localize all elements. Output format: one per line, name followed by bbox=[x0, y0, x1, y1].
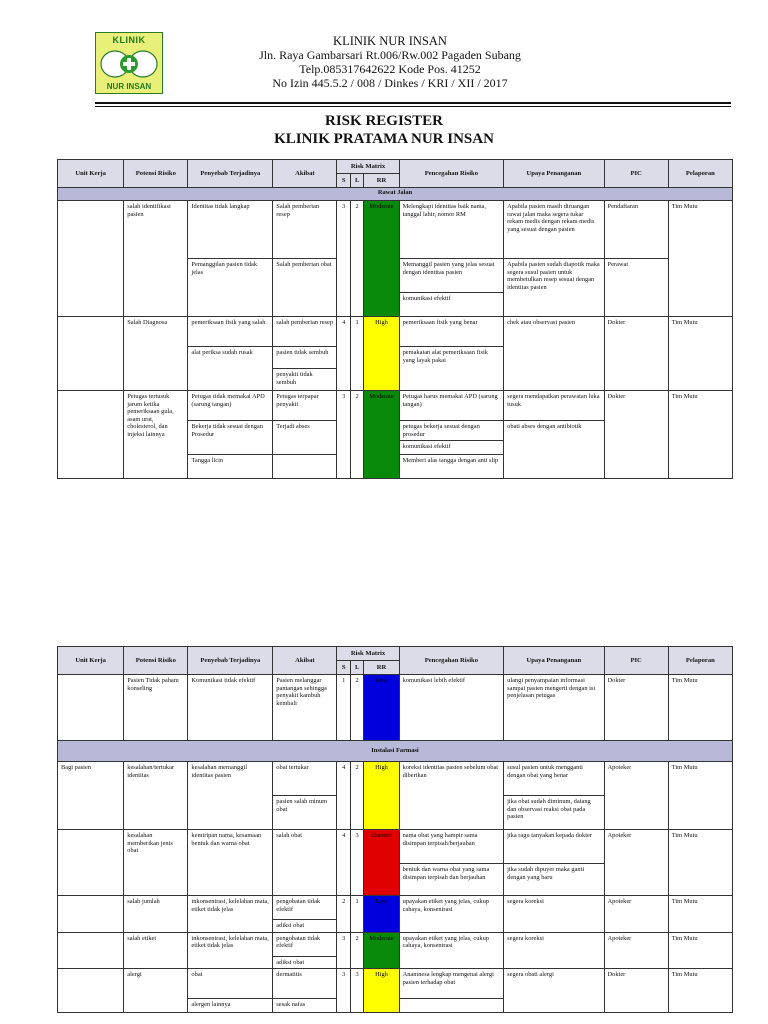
col-pelaporan: Pelaporan bbox=[668, 160, 732, 188]
risk-register-table-1 bbox=[57, 159, 733, 479]
cell-akibat: sesak nafas bbox=[273, 999, 337, 1013]
col-risk-matrix: Risk Matrix bbox=[337, 160, 399, 174]
cell-akibat: pengobatan tidak efektif bbox=[273, 896, 337, 920]
cell-pencegahan: nama obat yang hampir sama disimpan terpisah/berjauhan bbox=[399, 830, 504, 864]
cell-akibat: dermatitis bbox=[273, 969, 337, 999]
cell-s: 4 bbox=[337, 830, 350, 896]
cell-pencegahan: upayakan etiket yang jelas, cukup cahaya, konsentrasi bbox=[399, 896, 504, 933]
cell-pelaporan: Tim Mutu bbox=[668, 896, 732, 933]
cell-s: 3 bbox=[337, 969, 350, 1013]
cell-potensi: Petugas tertusuk jarum ketika pemeriksaan gula, asam urat, cholesterol, dan injeksi lainnya bbox=[124, 391, 188, 479]
col-pencegahan: Pencegahan Risiko bbox=[399, 647, 504, 675]
cell-pic: Perawat bbox=[604, 259, 668, 317]
col-l: L bbox=[350, 661, 363, 675]
cell-akibat: salah pemberian resep bbox=[273, 317, 337, 347]
cell-s: 1 bbox=[337, 675, 350, 741]
cell-akibat: adiksi obat bbox=[273, 920, 337, 933]
cell-akibat: adiksi obat bbox=[273, 956, 337, 969]
col-risk-matrix: Risk Matrix bbox=[337, 647, 399, 661]
cell-upaya: jika obat sudah diminum, datang dan observasi reaksi obat pada pasien bbox=[504, 796, 604, 830]
cell-l: 2 bbox=[350, 201, 363, 317]
clinic-phone: Telp.085317642622 Kode Pos. 41252 bbox=[299, 62, 481, 76]
cell-penyebab: kesalahan memanggil identitas pasien bbox=[188, 762, 273, 830]
cell-unit bbox=[58, 896, 124, 933]
cell-pelaporan: Tim Mutu bbox=[668, 201, 732, 317]
cell-pic: Dokter bbox=[604, 675, 668, 741]
col-penyebab: Penyebab Terjadinya bbox=[188, 160, 273, 188]
cell-rr: Low bbox=[364, 675, 399, 741]
doc-subtitle: KLINIK PRATAMA NUR INSAN bbox=[274, 131, 494, 147]
cell-pencegahan: Melengkapi identitas baik nama, tanggal lahir, nomor RM bbox=[399, 201, 504, 259]
cell-rr: Moderate bbox=[364, 391, 399, 479]
cell-akibat: pasien tidak sembuh bbox=[273, 347, 337, 369]
cell-penyebab: alat periksa sudah rusak bbox=[188, 347, 273, 391]
cell-akibat bbox=[273, 455, 337, 479]
cell-potensi: salah etiket bbox=[124, 932, 188, 969]
cell-penyebab: inkonsentrasi, kelelahan mata, etiket tidak jelas bbox=[188, 896, 273, 933]
cell-l: 3 bbox=[350, 969, 363, 1013]
col-potensi: Potensi Risiko bbox=[124, 647, 188, 675]
cell-akibat: Petugas terpapar penyakit bbox=[273, 391, 337, 421]
cell-pencegahan bbox=[399, 999, 504, 1013]
cell-s: 3 bbox=[337, 201, 350, 317]
cell-pelaporan: Tim Mutu bbox=[668, 932, 732, 969]
col-upaya: Upaya Penanganan bbox=[504, 160, 604, 188]
logo-text-bottom: NUR INSAN bbox=[106, 82, 152, 91]
cell-pencegahan: Petugas harus memakai APD (sarung tangan) bbox=[399, 391, 504, 421]
cell-unit bbox=[58, 201, 124, 317]
cell-unit bbox=[58, 830, 124, 896]
cell-pencegahan: pemakaian alat pemeriksaan fisik yang layak pakai bbox=[399, 347, 504, 391]
cell-upaya: segera mendapatkan perawatan luka tusuk bbox=[504, 391, 604, 421]
col-akibat: Akibat bbox=[273, 160, 337, 188]
header-divider-thick bbox=[95, 102, 731, 104]
cell-rr: High bbox=[364, 969, 399, 1013]
cell-upaya: chek atau observasi pasien bbox=[504, 317, 604, 391]
cell-pencegahan: komunikasi efektif bbox=[399, 293, 504, 317]
cell-upaya: jika ragu tanyakan kepada dokter bbox=[504, 830, 604, 864]
cell-akibat: Pasien melanggar pantangan sehingga penyakit kambuh kembali bbox=[273, 675, 337, 741]
col-l: L bbox=[350, 174, 363, 188]
cell-pencegahan: petugas bekerja sesuai dengan prosedur bbox=[399, 421, 504, 441]
cell-l: 1 bbox=[350, 317, 363, 391]
cell-l: 2 bbox=[350, 675, 363, 741]
col-potensi: Potensi Risiko bbox=[124, 160, 188, 188]
cell-potensi: kesalahan memberikan jenis obat bbox=[124, 830, 188, 896]
cell-akibat: Salah pemberian resep bbox=[273, 201, 337, 259]
cell-penyebab: Identitas tidak langkap bbox=[188, 201, 273, 259]
cell-pencegahan: Memberi alas tangga dengan anti slip bbox=[399, 455, 504, 479]
cell-upaya: segera koreksi bbox=[504, 932, 604, 969]
cell-l: 2 bbox=[350, 391, 363, 479]
cell-s: 2 bbox=[337, 896, 350, 933]
cell-potensi: alergi bbox=[124, 969, 188, 1013]
cell-unit bbox=[58, 317, 124, 391]
cell-pencegahan: bentuk dan warna obat yang sama disimpan terpisah dan berjauhan bbox=[399, 864, 504, 896]
cell-rr: High bbox=[364, 762, 399, 830]
cell-akibat: pengobatan tidak efektif bbox=[273, 932, 337, 956]
col-unit-kerja: Unit Kerja bbox=[58, 647, 124, 675]
cell-l: 2 bbox=[350, 932, 363, 969]
cell-pelaporan: Tim Mutu bbox=[668, 762, 732, 830]
col-s: S bbox=[337, 661, 350, 675]
cell-upaya: segera obati alergi bbox=[504, 969, 604, 1013]
cell-rr: Moderate bbox=[364, 201, 399, 317]
cell-akibat: salah obat bbox=[273, 830, 337, 896]
cell-l: 1 bbox=[350, 896, 363, 933]
cell-akibat: obat tertukar bbox=[273, 762, 337, 796]
cell-penyebab: Tangga licin bbox=[188, 455, 273, 479]
cell-penyebab: obat bbox=[188, 969, 273, 999]
col-unit-kerja: Unit Kerja bbox=[58, 160, 124, 188]
cell-potensi: Salah Diagnosa bbox=[124, 317, 188, 391]
cell-pic: Dokter bbox=[604, 317, 668, 391]
cell-pic: Dokter bbox=[604, 391, 668, 479]
cell-unit bbox=[58, 675, 124, 741]
cell-penyebab: pemeriksaan fisik yang salah bbox=[188, 317, 273, 347]
cell-pelaporan: Tim Mutu bbox=[668, 317, 732, 391]
doc-title: RISK REGISTER bbox=[325, 113, 443, 129]
cell-pencegahan: Anamnesa lengkap mengenai alergi pasien terhadap obat bbox=[399, 969, 504, 999]
cell-pelaporan: Tim Mutu bbox=[668, 391, 732, 479]
cell-upaya: susul pasien untuk mengganti dengan obat yang benar bbox=[504, 762, 604, 796]
cell-pic: Dokter bbox=[604, 969, 668, 1013]
clinic-license: No Izin 445.5.2 / 008 / Dinkes / KRI / XII / 2017 bbox=[272, 76, 508, 90]
cell-rr: Ekstrem bbox=[364, 830, 399, 896]
cell-pic: Apoteker bbox=[604, 896, 668, 933]
col-rr: RR bbox=[364, 174, 399, 188]
cell-penyebab: Bekerja tidak sesuai dengan Prosedur bbox=[188, 421, 273, 455]
col-pic: PIC bbox=[604, 647, 668, 675]
cell-upaya: jika sudah dipuyer maka ganti dengan yang baru bbox=[504, 864, 604, 896]
cell-rr: Low bbox=[364, 896, 399, 933]
logo-text-top: KLINIK bbox=[112, 35, 146, 45]
col-pic: PIC bbox=[604, 160, 668, 188]
cell-penyebab: Pemanggilan pasien tidak jelas bbox=[188, 259, 273, 317]
col-penyebab: Penyebab Terjadinya bbox=[188, 647, 273, 675]
cell-potensi: Pasien Tidak paham konseling bbox=[124, 675, 188, 741]
cell-pelaporan: Tim Mutu bbox=[668, 830, 732, 896]
cell-pic: Apoteker bbox=[604, 762, 668, 830]
cell-penyebab: alergen lainnya bbox=[188, 999, 273, 1013]
cell-pencegahan: koreksi identitas pasien sebelum obat diberikan bbox=[399, 762, 504, 830]
cell-l: 3 bbox=[350, 830, 363, 896]
cell-unit: Bagi pasien bbox=[58, 762, 124, 830]
cell-akibat: pasien salah minum obat bbox=[273, 796, 337, 830]
cell-akibat: penyakit tidak sembuh bbox=[273, 369, 337, 391]
cell-pencegahan: pemeriksaan fisik yang benar bbox=[399, 317, 504, 347]
cell-penyebab: kemiripan nama, kesamaan bentuk dan warna obat bbox=[188, 830, 273, 896]
cell-pelaporan: Tim Mutu bbox=[668, 675, 732, 741]
col-akibat: Akibat bbox=[273, 647, 337, 675]
cell-unit bbox=[58, 391, 124, 479]
cell-s: 4 bbox=[337, 317, 350, 391]
cell-pencegahan: komunikasi lebih efektif bbox=[399, 675, 504, 741]
cell-l: 2 bbox=[350, 762, 363, 830]
cell-upaya: segera koreksi bbox=[504, 896, 604, 933]
cell-unit bbox=[58, 969, 124, 1013]
col-pencegahan: Pencegahan Risiko bbox=[399, 160, 504, 188]
cell-potensi: salah jumlah bbox=[124, 896, 188, 933]
cell-upaya: obati abses dengan antibiotik bbox=[504, 421, 604, 479]
cell-potensi: kesalahan/tertukar identitas bbox=[124, 762, 188, 830]
col-pelaporan: Pelaporan bbox=[668, 647, 732, 675]
section-rawat-jalan: Rawat Jalan bbox=[58, 188, 733, 201]
cell-penyebab: Petugas tidak memakai APD (sarung tangan) bbox=[188, 391, 273, 421]
cell-rr: Moderate bbox=[364, 932, 399, 969]
cell-akibat: Salah pemberian obat bbox=[273, 259, 337, 317]
risk-register-table-2 bbox=[57, 646, 733, 1013]
cell-akibat: Terjadi abses bbox=[273, 421, 337, 455]
cell-rr: High bbox=[364, 317, 399, 391]
cell-penyebab: Komunikasi tidak efektif bbox=[188, 675, 273, 741]
cell-s: 3 bbox=[337, 932, 350, 969]
cell-pic: Apoteker bbox=[604, 830, 668, 896]
cell-s: 4 bbox=[337, 762, 350, 830]
col-rr: RR bbox=[364, 661, 399, 675]
cell-potensi: salah identifikasi pasien bbox=[124, 201, 188, 317]
cell-pencegahan: komunikasi efektif bbox=[399, 441, 504, 455]
cell-upaya: ulangi penyampaian informasi sampai pasien mengerti dengan isi penjelasan petugas bbox=[504, 675, 604, 741]
section-instalasi-farmasi: Instalasi Farmasi bbox=[58, 741, 733, 762]
cell-unit bbox=[58, 932, 124, 969]
header-divider-thin bbox=[95, 106, 731, 107]
col-upaya: Upaya Penanganan bbox=[504, 647, 604, 675]
cell-s: 3 bbox=[337, 391, 350, 479]
cell-upaya: Apabila pasien sudah diapotik maka segera susul pasien untuk membetulkan resep sesuai dengan identitas pasien bbox=[504, 259, 604, 317]
logo-emblem bbox=[100, 46, 158, 82]
clinic-address: Jln. Raya Gambarsari Rt.006/Rw.002 Pagaden Subang bbox=[259, 48, 521, 62]
cell-pic: Apoteker bbox=[604, 932, 668, 969]
cell-upaya: Apabila pasien masih diruangan rawat jalan maka segera tukar rekam medis dengan rekam medis yang sesuai dengan pasien bbox=[504, 201, 604, 259]
clinic-logo bbox=[95, 32, 163, 94]
cell-pic: Pendaftaran bbox=[604, 201, 668, 259]
cell-penyebab: inkonsentrasi, kelelahan mata, etiket tidak jelas bbox=[188, 932, 273, 969]
col-s: S bbox=[337, 174, 350, 188]
cell-pencegahan: Memanggil pasien yang jelas sesuai dengan identitas pasien bbox=[399, 259, 504, 293]
cell-pencegahan: upayakan etiket yang jelas, cukup cahaya, konsentrasi bbox=[399, 932, 504, 969]
clinic-name: KLINIK NUR INSAN bbox=[333, 34, 447, 48]
cell-pelaporan: Tim Mutu bbox=[668, 969, 732, 1013]
